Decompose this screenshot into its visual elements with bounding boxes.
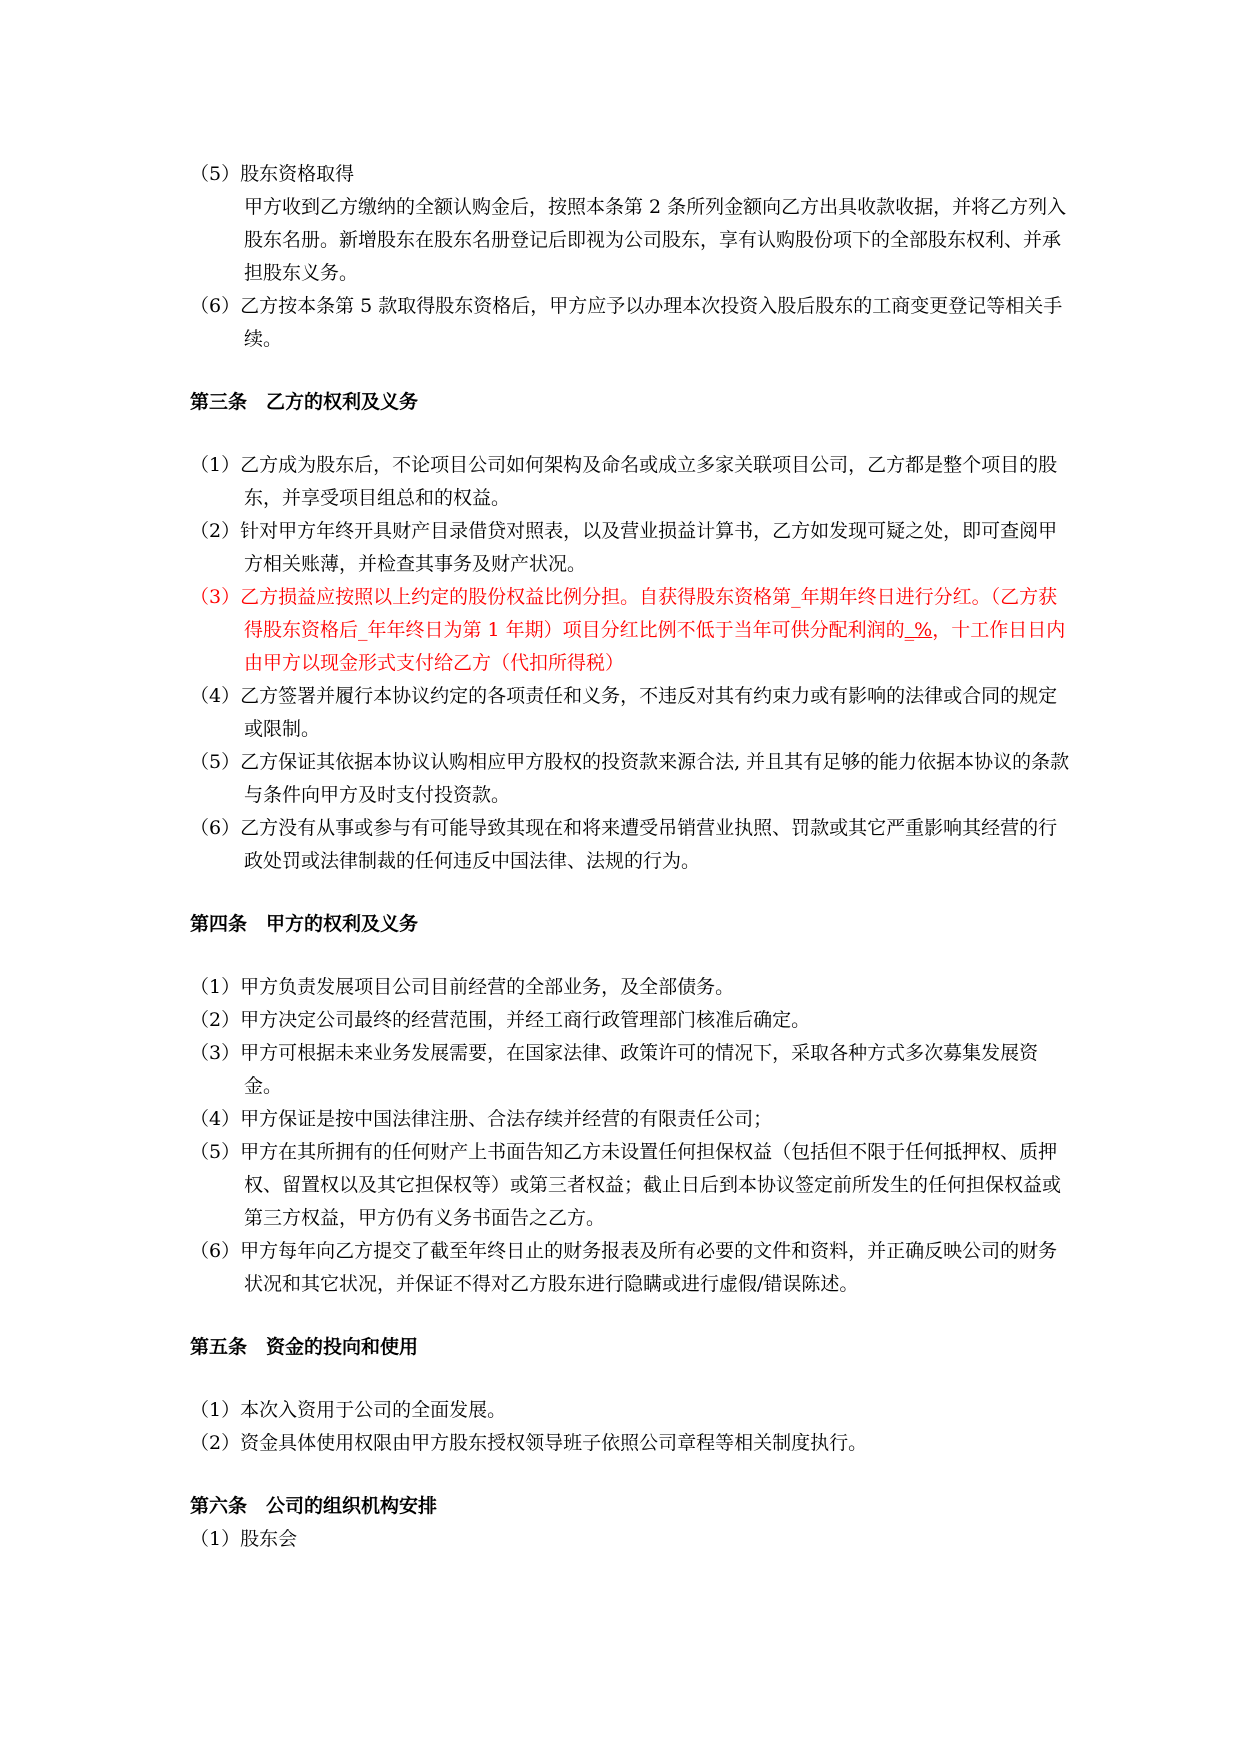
s4-item-1: （1）甲方负责发展项目公司目前经营的全部业务，及全部债务。 [190, 976, 735, 998]
s3-item-3-highlighted [190, 581, 1070, 680]
s4-item-3: （3）甲方可根据未来业务发展需要，在国家法律、政策许可的情况下，采取各种方式多次募集发展资金。 [190, 1042, 1039, 1097]
s2-item5-title: （5）股东资格取得 [190, 163, 355, 185]
section-3-heading: 第三条 乙方的权利及义务 [190, 391, 419, 413]
s3-item-2: （2）针对甲方年终开具财产目录借贷对照表，以及营业损益计算书，乙方如发现可疑之处，即可查阅甲方相关账薄，并检查其事务及财产状况。 [190, 520, 1058, 575]
section-6-heading: 第六条 公司的组织机构安排 [190, 1495, 438, 1517]
s3-item-6: （6）乙方没有从事或参与有可能导致其现在和将来遭受吊销营业执照、罚款或其它严重影响其经营的行政处罚或法律制裁的任何违反中国法律、法规的行为。 [190, 817, 1058, 872]
s3-item-3-blank: _% [904, 619, 933, 641]
s3-item-1: （1）乙方成为股东后，不论项目公司如何架构及命名或成立多家关联项目公司，乙方都是整个项目的股东，并享受项目组总和的权益。 [190, 454, 1058, 509]
s4-item-2: （2）甲方决定公司最终的经营范围，并经工商行政管理部门核准后确定。 [190, 1009, 811, 1031]
section-4-heading: 第四条 甲方的权利及义务 [190, 913, 419, 935]
s2-item6: （6）乙方按本条第 5 款取得股东资格后，甲方应予以办理本次投资入股后股东的工商变更登记等相关手续。 [190, 295, 1063, 350]
s3-item-3-part1: （3）乙方损益应按照以上约定的股份权益比例分担。自获得股东资格第_年期年终日进行分红。（乙方获得股东资格后_年年终日为第 1 年期）项目分红比例不低于当年可供分配利润的 [190, 586, 1058, 641]
s4-item-6: （6）甲方每年向乙方提交了截至年终日止的财务报表及所有必要的文件和资料，并正确反映公司的财务状况和其它状况，并保证不得对乙方股东进行隐瞒或进行虚假/错误陈述。 [190, 1240, 1058, 1295]
s4-item-5: （5）甲方在其所拥有的任何财产上书面告知乙方未设置任何担保权益（包括但不限于任何抵押权、质押权、留置权以及其它担保权等）或第三者权益；截止日后到本协议签定前所发生的任何担保权益或第三方权益，甲方仍有义务书面告之乙方。 [190, 1141, 1062, 1229]
s4-item-4: （4）甲方保证是按中国法律注册、合法存续并经营的有限责任公司； [190, 1108, 773, 1130]
document-page [190, 158, 1070, 1556]
s3-item-4: （4）乙方签署并履行本协议约定的各项责任和义务，不违反对其有约束力或有影响的法律或合同的规定或限制。 [190, 685, 1058, 740]
s5-item-2: （2）资金具体使用权限由甲方股东授权领导班子依照公司章程等相关制度执行。 [190, 1432, 868, 1454]
s6-item-1: （1）股东会 [190, 1528, 298, 1550]
section-5-heading: 第五条 资金的投向和使用 [190, 1336, 419, 1358]
s3-item-3-part2: ，十工作日日内由甲方以现金形式支付给乙方（代扣所得税） [244, 619, 1066, 674]
s5-item-1: （1）本次入资用于公司的全面发展。 [190, 1399, 507, 1421]
s3-item-5: （5）乙方保证其依据本协议认购相应甲方股权的投资款来源合法, 并且其有足够的能力依据本协议的条款与条件向甲方及时支付投资款。 [190, 751, 1070, 806]
s2-item5-body: 甲方收到乙方缴纳的全额认购金后，按照本条第 2 条所列金额向乙方出具收款收据，并将乙方列入股东名册。新增股东在股东名册登记后即视为公司股东，享有认购股份项下的全部股东权利、并承担股东义务。 [244, 196, 1067, 284]
